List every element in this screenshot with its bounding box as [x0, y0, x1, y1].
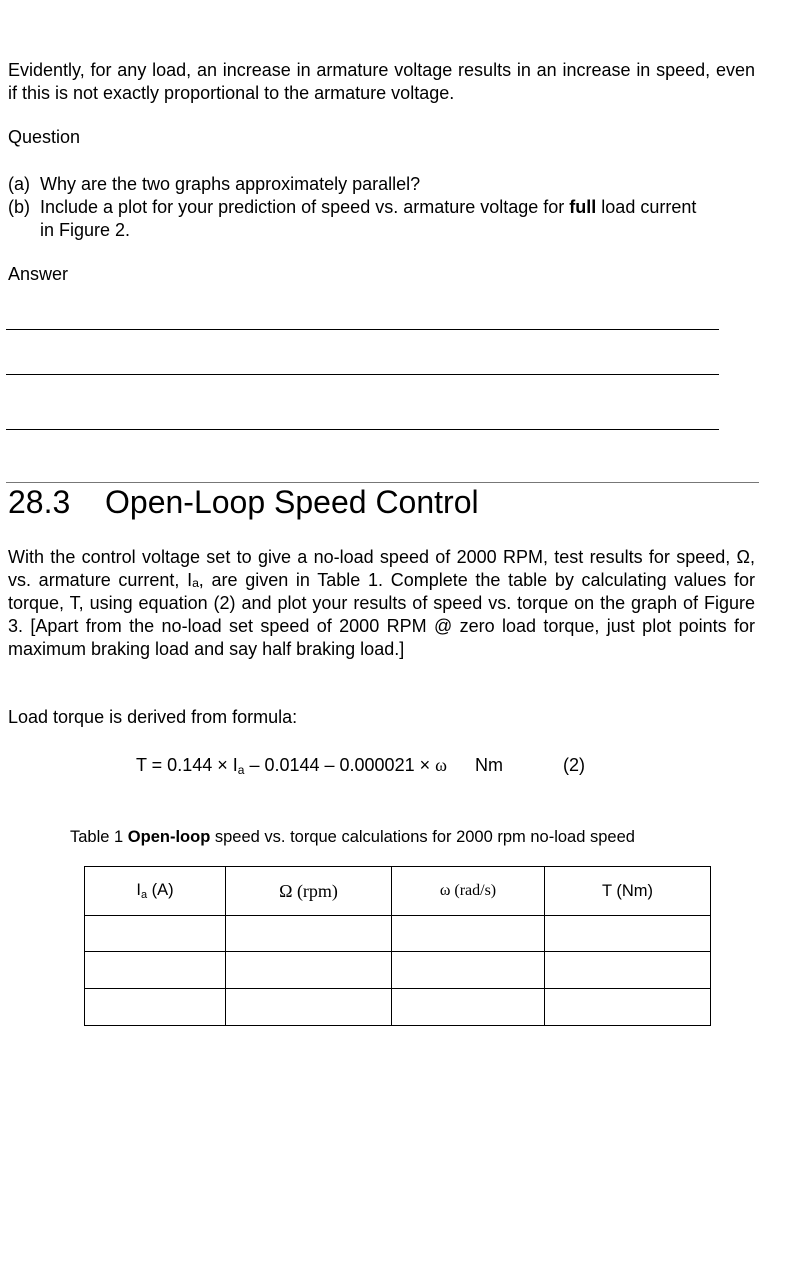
question-item-b-bold: full: [569, 197, 597, 217]
header-speed-rpm: Ω (rpm): [226, 867, 392, 916]
table-caption-prefix: Table 1: [70, 828, 128, 846]
table-cell[interactable]: [545, 916, 711, 952]
equation-omega: ω: [435, 755, 447, 775]
question-item-b-label: (b): [8, 197, 30, 217]
table-cell[interactable]: [392, 989, 545, 1026]
answer-line-2[interactable]: [6, 374, 719, 375]
section-paragraph: With the control voltage set to give a no-load speed of 2000 RPM, test results for speed, Ω, vs. armature current, Iₐ, are given in Table 1. Complete the table by calculating values for torque, T, using equation (2) and plot your results of speed vs. torque on the graph of Figure 3. [Apart from the no-load set speed of 2000 RPM @ zero load torque, just plot points for maximum braking load and say half braking load.]: [8, 547, 755, 659]
load-torque-intro: Load torque is derived from formula:: [8, 707, 298, 727]
table-caption: [70, 828, 635, 847]
table-cell[interactable]: [85, 916, 226, 952]
answer-line-1[interactable]: [6, 329, 719, 330]
table-cell[interactable]: [226, 989, 392, 1026]
equation-2: [136, 755, 585, 777]
question-item-a-text: Why are the two graphs approximately parallel?: [40, 174, 421, 194]
table-row: [85, 916, 711, 952]
question-item-a: [8, 173, 768, 196]
table-cell[interactable]: [85, 989, 226, 1026]
header-omega-rads: ω (rad/s): [392, 867, 545, 916]
question-item-b-line2: in Figure 2.: [40, 220, 131, 240]
table-cell[interactable]: [226, 952, 392, 989]
equation-number: (2): [563, 755, 586, 775]
header-ia: Ia (A): [85, 867, 226, 916]
question-item-a-label: (a): [8, 174, 30, 194]
table-cell[interactable]: [226, 916, 392, 952]
answer-line-3[interactable]: [6, 429, 719, 430]
table-cell[interactable]: [545, 989, 711, 1026]
question-item-b: [8, 196, 768, 242]
section-title: [8, 484, 479, 521]
table-row: [85, 989, 711, 1026]
intro-paragraph: Evidently, for any load, an increase in armature voltage results in an increase in speed, even if this is not exactly proportional to the armature voltage.: [8, 60, 755, 103]
table-cell[interactable]: [85, 952, 226, 989]
equation-sub: a: [237, 763, 245, 777]
table-caption-rest: speed vs. torque calculations for 2000 rpm no-load speed: [210, 828, 635, 846]
table-row: [85, 952, 711, 989]
equation-lhs: T = 0.144 × I: [136, 755, 238, 775]
question-heading: Question: [8, 127, 81, 147]
table-cell[interactable]: [392, 952, 545, 989]
table-cell[interactable]: [545, 952, 711, 989]
table-header-row: [85, 867, 711, 916]
equation-rhs: – 0.0144 – 0.000021 ×: [244, 755, 436, 775]
section-number: 28.3: [8, 484, 71, 520]
answer-heading: Answer: [8, 264, 69, 284]
header-torque-nm: T (Nm): [545, 867, 711, 916]
section-title-text: Open-Loop Speed Control: [105, 484, 479, 520]
table-1: [84, 866, 711, 1026]
equation-unit: Nm: [475, 755, 503, 775]
question-item-b-text: Include a plot for your prediction of speed vs. armature voltage for: [40, 197, 570, 217]
section-divider: [6, 482, 759, 483]
table-cell[interactable]: [392, 916, 545, 952]
table-caption-bold: Open-loop: [127, 828, 211, 846]
question-item-b-text-after: load current: [596, 197, 697, 217]
